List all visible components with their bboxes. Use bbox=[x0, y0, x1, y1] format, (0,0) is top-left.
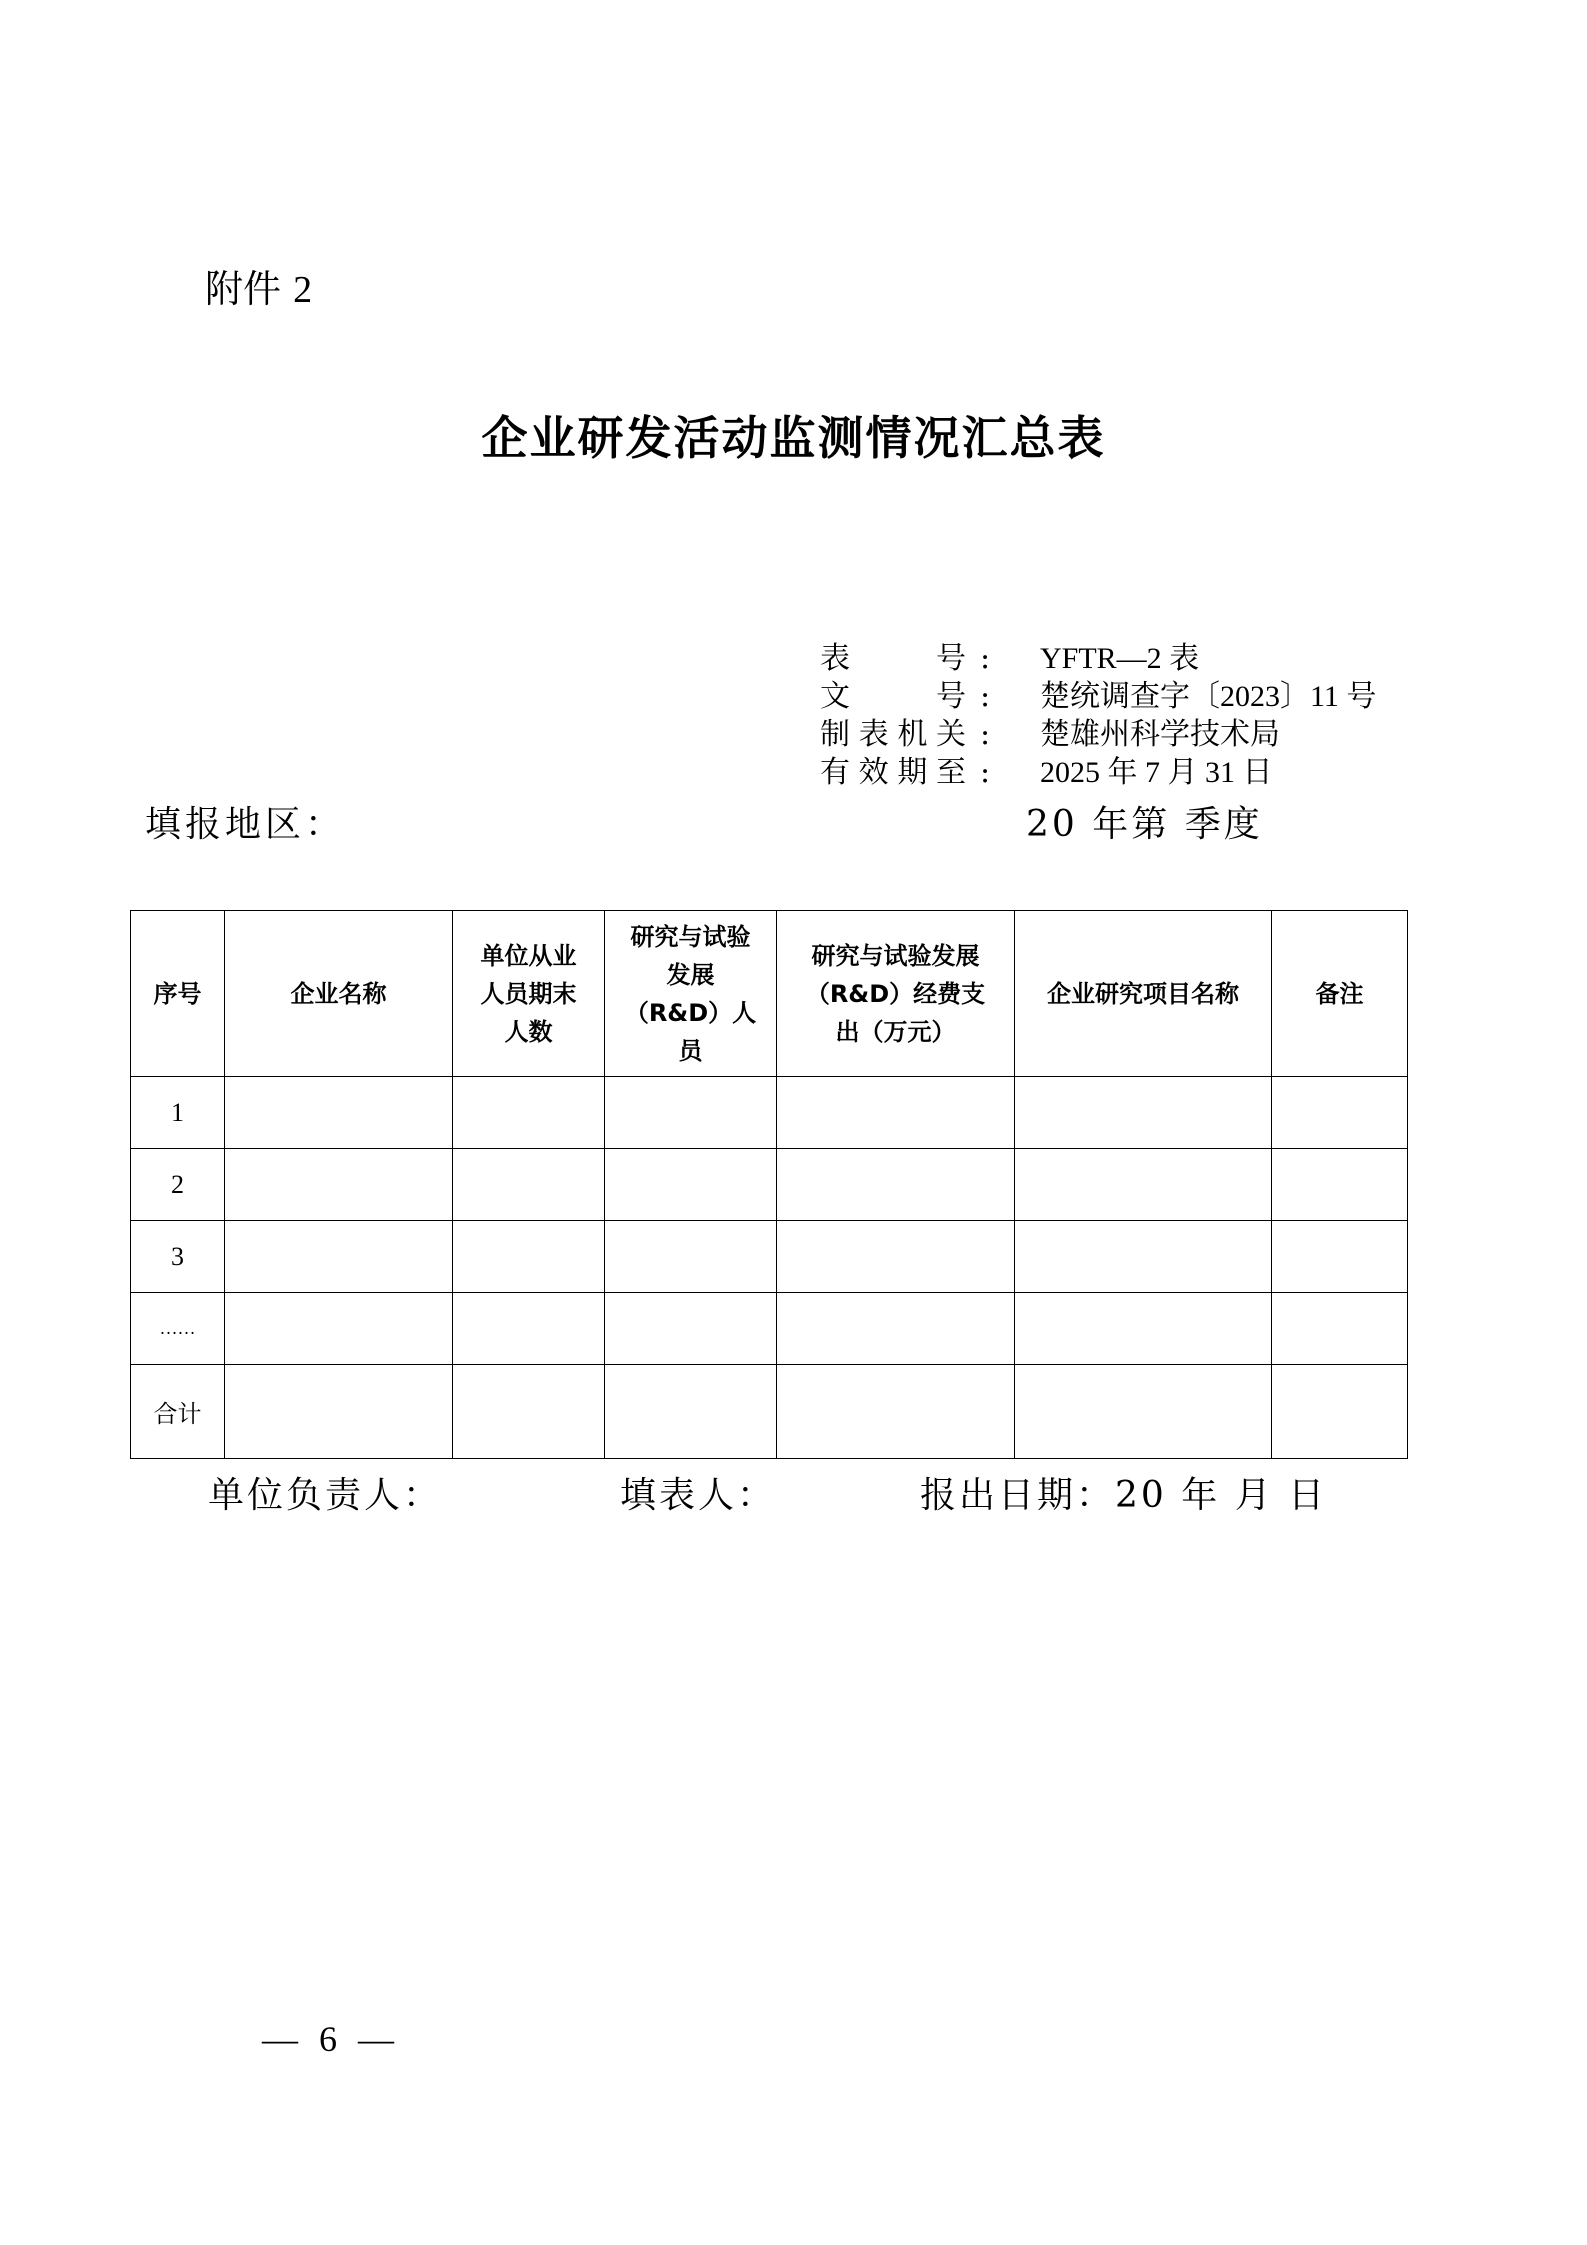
cell-enterprise-name[interactable] bbox=[225, 1221, 453, 1293]
responsible-person-label: 单位负责人： bbox=[208, 1475, 443, 1516]
meta-key-char: 表 bbox=[820, 641, 850, 676]
cell-employees[interactable] bbox=[453, 1221, 605, 1293]
cell-enterprise-name[interactable] bbox=[225, 1149, 453, 1221]
fill-region-label: 填报地区： bbox=[145, 804, 346, 845]
row-index: 3 bbox=[131, 1221, 225, 1293]
attachment-number: 2 bbox=[293, 269, 313, 311]
row-index: …… bbox=[131, 1293, 225, 1365]
meta-value-valid-until: 2025 年 7 月 31 日 bbox=[1040, 756, 1273, 789]
header-project-name bbox=[1015, 911, 1272, 1077]
meta-value-doc-number: 楚统调查字〔2023〕11 号 bbox=[1040, 680, 1377, 713]
header-rd-expenditure bbox=[777, 911, 1015, 1077]
header-line: 出（万元） bbox=[835, 1017, 956, 1046]
header-line: 研究与试验发展 bbox=[811, 941, 980, 970]
header-employees bbox=[453, 911, 605, 1077]
meta-row-form-number bbox=[820, 640, 1376, 678]
form-meta-block bbox=[820, 640, 1376, 792]
header-enterprise-name bbox=[225, 911, 453, 1077]
cell-project-name[interactable] bbox=[1015, 1293, 1272, 1365]
cell-rd-personnel[interactable] bbox=[605, 1149, 777, 1221]
meta-key bbox=[820, 716, 980, 754]
meta-colon: : bbox=[980, 755, 991, 790]
header-line: 单位从业 bbox=[480, 941, 577, 970]
header-line: 发展 bbox=[666, 960, 715, 989]
meta-value-form-number: YFTR—2 表 bbox=[1040, 642, 1200, 675]
cell-rd-personnel[interactable] bbox=[605, 1293, 777, 1365]
table-total-row bbox=[131, 1365, 1408, 1459]
table-row bbox=[131, 1077, 1408, 1149]
header-line: 员 bbox=[678, 1036, 703, 1065]
header-line: （R&D）人 bbox=[624, 998, 757, 1027]
cell-employees[interactable] bbox=[453, 1149, 605, 1221]
meta-key bbox=[820, 754, 980, 792]
meta-key-char: 关 bbox=[935, 717, 966, 752]
reporting-period: 20 年第 季度 bbox=[1026, 804, 1263, 845]
meta-colon: : bbox=[980, 641, 991, 676]
cell-rd-personnel[interactable] bbox=[605, 1221, 777, 1293]
cell-rd-expenditure[interactable] bbox=[777, 1365, 1015, 1459]
header-line: （R&D）经费支 bbox=[805, 979, 986, 1008]
cell-rd-expenditure[interactable] bbox=[777, 1221, 1015, 1293]
total-label: 合计 bbox=[131, 1365, 225, 1459]
header-rd-personnel bbox=[605, 911, 777, 1077]
cell-employees[interactable] bbox=[453, 1365, 605, 1459]
meta-key-char: 文 bbox=[820, 679, 850, 714]
cell-rd-expenditure[interactable] bbox=[777, 1077, 1015, 1149]
cell-employees[interactable] bbox=[453, 1293, 605, 1365]
attachment-text: 附件 bbox=[205, 267, 282, 311]
report-date-label: 报出日期：20 年 月 日 bbox=[920, 1475, 1328, 1516]
row-index: 1 bbox=[131, 1077, 225, 1149]
meta-key-char: 制 bbox=[820, 717, 850, 752]
meta-key-char: 号 bbox=[936, 679, 966, 714]
table-row bbox=[131, 1149, 1408, 1221]
meta-key bbox=[820, 678, 980, 716]
header-line: 备注 bbox=[1315, 979, 1364, 1008]
cell-project-name[interactable] bbox=[1015, 1149, 1272, 1221]
header-line: 人员期末 bbox=[480, 979, 577, 1008]
cell-project-name[interactable] bbox=[1015, 1365, 1272, 1459]
cell-remarks[interactable] bbox=[1272, 1365, 1408, 1459]
cell-remarks[interactable] bbox=[1272, 1077, 1408, 1149]
cell-remarks[interactable] bbox=[1272, 1221, 1408, 1293]
page-number: — 6 — bbox=[262, 2019, 400, 2059]
form-filler-label: 填表人： bbox=[620, 1475, 777, 1516]
meta-key-char: 至 bbox=[935, 755, 966, 790]
header-index bbox=[131, 911, 225, 1077]
row-index: 2 bbox=[131, 1149, 225, 1221]
cell-rd-expenditure[interactable] bbox=[777, 1293, 1015, 1365]
table-header-row bbox=[131, 911, 1408, 1077]
header-line: 研究与试验 bbox=[630, 922, 751, 951]
table-row bbox=[131, 1221, 1408, 1293]
cell-remarks[interactable] bbox=[1272, 1149, 1408, 1221]
meta-key-char: 效 bbox=[858, 755, 889, 790]
meta-row-issuing-authority bbox=[820, 716, 1376, 754]
meta-colon: : bbox=[980, 717, 991, 752]
attachment-label bbox=[205, 258, 312, 313]
meta-row-valid-until bbox=[820, 754, 1376, 792]
header-line: 序号 bbox=[153, 979, 202, 1008]
meta-key-char: 机 bbox=[897, 717, 928, 752]
meta-row-doc-number bbox=[820, 678, 1376, 716]
meta-key bbox=[820, 640, 980, 678]
header-line: 企业研究项目名称 bbox=[1047, 979, 1239, 1008]
cell-project-name[interactable] bbox=[1015, 1077, 1272, 1149]
cell-enterprise-name[interactable] bbox=[225, 1077, 453, 1149]
document-title: 企业研发活动监测情况汇总表 bbox=[481, 411, 1106, 465]
cell-enterprise-name[interactable] bbox=[225, 1293, 453, 1365]
header-remarks bbox=[1272, 911, 1408, 1077]
cell-rd-expenditure[interactable] bbox=[777, 1149, 1015, 1221]
table-row bbox=[131, 1293, 1408, 1365]
meta-value-issuing-authority: 楚雄州科学技术局 bbox=[1040, 718, 1280, 751]
cell-rd-personnel[interactable] bbox=[605, 1365, 777, 1459]
meta-colon: : bbox=[980, 679, 991, 714]
meta-key-char: 号 bbox=[936, 641, 966, 676]
meta-key-char: 期 bbox=[897, 755, 928, 790]
cell-enterprise-name[interactable] bbox=[225, 1365, 453, 1459]
cell-remarks[interactable] bbox=[1272, 1293, 1408, 1365]
cell-employees[interactable] bbox=[453, 1077, 605, 1149]
header-line: 企业名称 bbox=[290, 979, 387, 1008]
header-line: 人数 bbox=[504, 1017, 553, 1046]
meta-key-char: 表 bbox=[858, 717, 889, 752]
summary-table bbox=[130, 910, 1408, 1459]
cell-project-name[interactable] bbox=[1015, 1221, 1272, 1293]
cell-rd-personnel[interactable] bbox=[605, 1077, 777, 1149]
meta-key-char: 有 bbox=[820, 755, 850, 790]
